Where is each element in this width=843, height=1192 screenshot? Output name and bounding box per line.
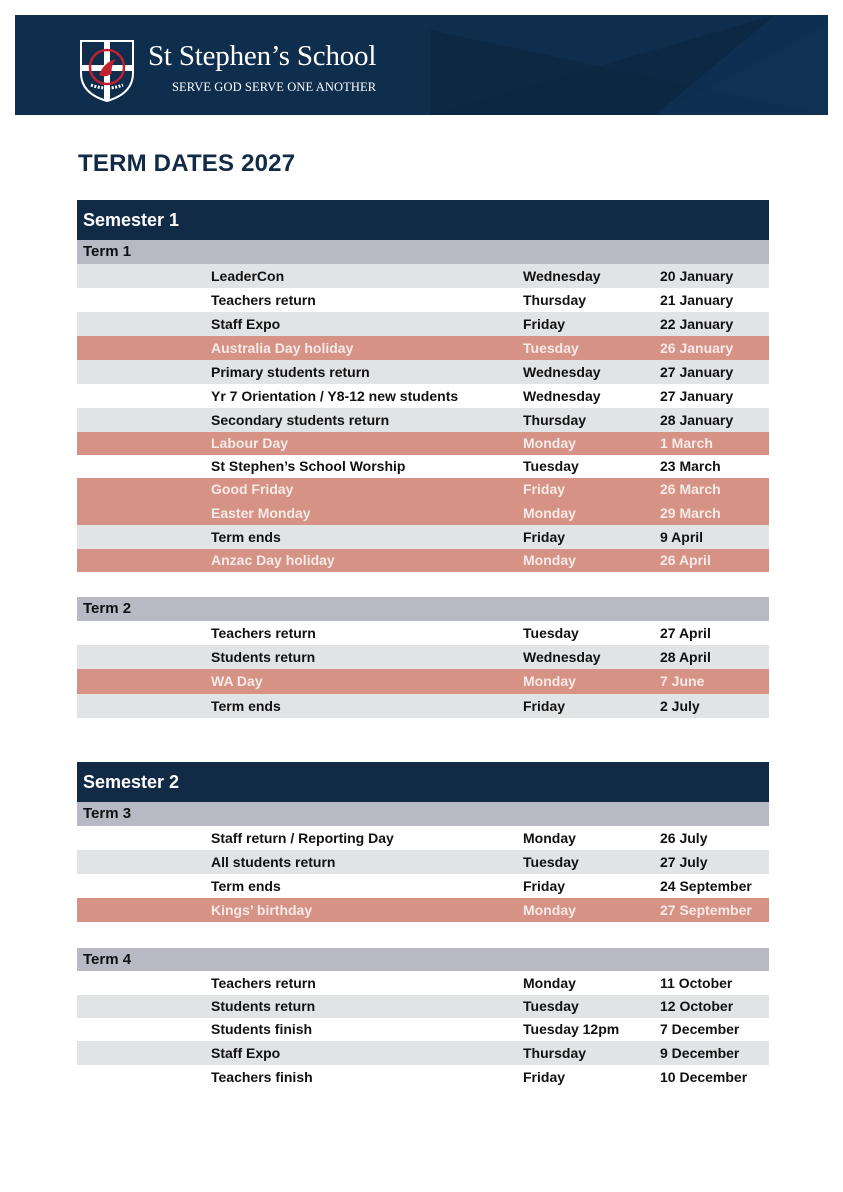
event-name: Yr 7 Orientation / Y8-12 new students [211,388,459,404]
event-day: Monday [523,975,576,991]
event-name: Labour Day [211,435,289,451]
table-row [77,995,769,1018]
holiday-row [77,478,769,501]
event-name: Staff Expo [211,1045,281,1061]
event-name: Term ends [211,878,281,894]
event-day: Friday [523,529,566,545]
term-header: Term 4 [77,948,769,971]
holiday-row [77,501,769,525]
table-row [77,1018,769,1041]
table-row [77,1065,769,1089]
event-date: 27 July [660,854,708,870]
table-row [77,360,769,384]
event-date: 2 July [660,698,700,714]
event-date: 26 January [660,340,734,356]
table-row [77,525,769,549]
event-day: Tuesday [523,340,579,356]
event-name: Good Friday [211,481,294,497]
event-date: 29 March [660,505,721,521]
semester-header: Semester 1 [77,200,769,240]
event-day: Wednesday [523,268,601,284]
event-date: 20 January [660,268,734,284]
event-name: WA Day [211,673,263,689]
event-day: Friday [523,481,566,497]
event-day: Monday [523,552,576,568]
holiday-row [77,669,769,694]
event-date: 24 September [660,878,752,894]
event-date: 9 December [660,1045,740,1061]
table-row [77,264,769,288]
page-title: TERM DATES 2027 [78,150,296,177]
event-day: Tuesday [523,854,579,870]
event-date: 27 September [660,902,752,918]
event-date: 27 April [660,625,711,641]
event-date: 7 June [660,673,705,689]
event-name: LeaderCon [211,268,285,284]
event-date: 26 March [660,481,721,497]
table-row [77,384,769,408]
event-date: 7 December [660,1021,740,1037]
term-4-table [77,948,769,1089]
event-day: Thursday [523,1045,587,1061]
table-row [77,694,769,718]
event-day: Tuesday 12pm [523,1021,620,1037]
school-banner [15,15,828,115]
semester-header: Semester 2 [77,762,769,802]
term-header: Term 3 [77,802,769,826]
event-date: 28 April [660,649,711,665]
holiday-row [77,898,769,922]
holiday-row [77,336,769,360]
event-date: 21 January [660,292,734,308]
event-day: Tuesday [523,458,579,474]
event-day: Wednesday [523,364,601,380]
semester-1-table [77,200,769,572]
event-day: Monday [523,830,576,846]
event-date: 9 April [660,529,704,545]
event-name: St Stephen’s School Worship [211,458,406,474]
table-row [77,408,769,432]
term-2-table [77,597,769,718]
table-row [77,455,769,478]
event-name: Anzac Day holiday [211,552,335,568]
banner-background-shapes [15,15,828,115]
table-row [77,850,769,874]
event-day: Thursday [523,412,587,428]
term-header: Term 1 [77,240,769,264]
event-name: All students return [211,854,336,870]
event-day: Thursday [523,292,587,308]
event-day: Wednesday [523,388,601,404]
event-date: 28 January [660,412,734,428]
event-name: Teachers return [211,625,316,641]
holiday-row [77,432,769,455]
event-date: 23 March [660,458,721,474]
event-date: 1 March [660,435,713,451]
event-date: 26 April [660,552,711,568]
school-name: St Stephen’s School [148,40,377,72]
event-day: Friday [523,698,566,714]
event-day: Wednesday [523,649,601,665]
table-row [77,288,769,312]
event-name: Primary students return [211,364,370,380]
event-date: 27 January [660,388,734,404]
event-name: Students return [211,649,316,665]
event-name: Term ends [211,698,281,714]
event-name: Teachers return [211,975,316,991]
school-crest-icon [79,39,135,102]
event-name: Term ends [211,529,281,545]
table-row [77,621,769,645]
event-name: Students return [211,998,316,1014]
term-header: Term 2 [77,597,769,621]
event-day: Friday [523,1069,566,1085]
table-row [77,971,769,995]
school-motto: SERVE GOD SERVE ONE ANOTHER [172,80,377,94]
event-name: Easter Monday [211,505,311,521]
event-date: 10 December [660,1069,748,1085]
event-name: Teachers return [211,292,316,308]
event-day: Monday [523,673,576,689]
event-date: 22 January [660,316,734,332]
event-name: Kings’ birthday [211,902,313,918]
event-day: Monday [523,505,576,521]
event-date: 27 January [660,364,734,380]
event-day: Monday [523,435,576,451]
event-day: Tuesday [523,998,579,1014]
event-name: Secondary students return [211,412,390,428]
event-name: Students finish [211,1021,313,1037]
event-date: 11 October [660,975,733,991]
table-row [77,312,769,336]
event-day: Friday [523,316,566,332]
event-date: 12 October [660,998,734,1014]
event-day: Monday [523,902,576,918]
table-row [77,874,769,898]
table-row [77,826,769,850]
event-name: Staff return / Reporting Day [211,830,394,846]
semester-2-table [77,762,769,922]
event-name: Australia Day holiday [211,340,354,356]
event-day: Tuesday [523,625,579,641]
table-row [77,1041,769,1065]
holiday-row [77,549,769,572]
event-name: Teachers finish [211,1069,313,1085]
event-name: Staff Expo [211,316,281,332]
event-day: Friday [523,878,566,894]
table-row [77,645,769,669]
event-date: 26 July [660,830,708,846]
